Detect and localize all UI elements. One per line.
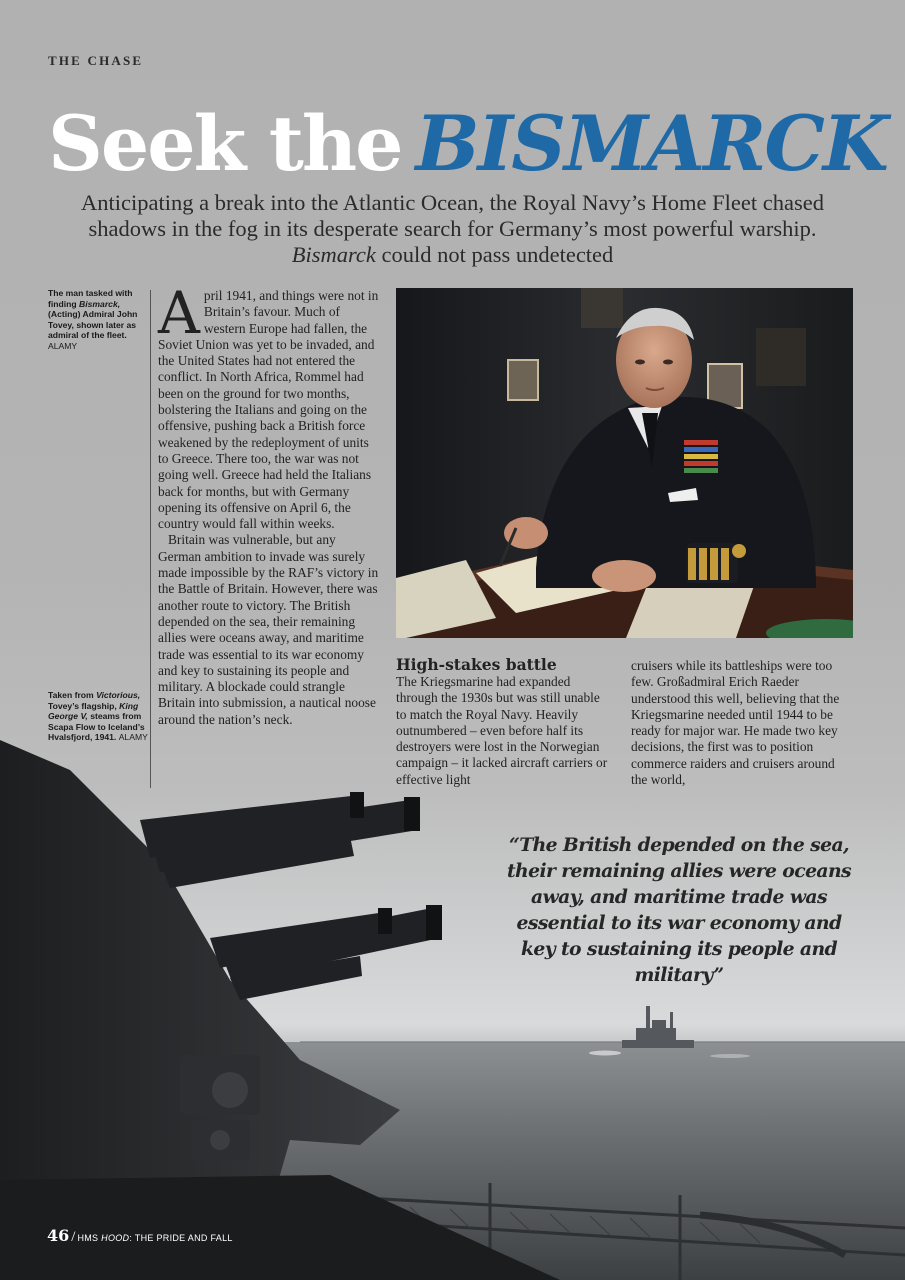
caption-portrait: The man tasked with finding Bismarck, (Acting) Admiral John Tovey, shown later as admiral of the fleet. ALAMY: [48, 288, 148, 352]
caption-credit: ALAMY: [118, 732, 148, 743]
standfirst-line-1: Anticipating a break into the Atlantic Ocean, the Royal Navy’s Home Fleet chased: [81, 190, 824, 215]
standfirst-line-2: shadows in the fog in its desperate search for Germany’s most powerful warship.: [88, 216, 817, 241]
body-paragraph-3: The Kriegsmarine had expanded through the 1930s but was still unable to match the Royal Navy. Heavily outnumbered – even before half its destroyers were lost in the Norwegian campaign – it lacked aircraft carriers or effective light: [396, 674, 608, 787]
caption-credit: ALAMY: [48, 340, 78, 351]
admiral-tovey-portrait: [396, 288, 853, 638]
folio-separator: /: [71, 1229, 76, 1245]
subhead: High-stakes battle: [396, 655, 557, 674]
headline-part-1: Seek the: [48, 99, 402, 188]
body-paragraph-4: cruisers while its battleships were too few. Großadmiral Erich Raeder understood this well, believing that the Kriegsmarine needed until 1944 to be ready for major war. He made two key decisions, the first was to position commerce raiders and cruisers around the world,: [631, 658, 840, 788]
publication-name: HMS HOOD: THE PRIDE AND FALL: [77, 1233, 233, 1243]
portrait-illustration: [396, 288, 853, 638]
standfirst-line-3: [40, 242, 865, 268]
standfirst-ship-name: Bismarck: [291, 242, 376, 267]
pull-quote: “The British depended on the sea, their remaining allies were oceans away, and maritime trade was essential to its war economy and key to sustaining its people and military”: [506, 834, 852, 986]
body-column-1: [158, 279, 379, 728]
section-label: THE CHASE: [48, 53, 144, 68]
body-column-3: [631, 658, 851, 788]
body-paragraph-1: April 1941, and things were not in Britain’s favour. Much of western Europe had fallen, the Soviet Union was yet to be invaded, and the United States had not entered the conflict. In North Africa, Rommel had been on the ground for two months, bolstering the Italians and going on the offensive, pushing back a British force weakened by the redeployment of units to Greece. There too, the war was not going well. Greece had held the Italians back for months, but with Germany opening its offensive on April 6, the country would fall within weeks.: [158, 279, 379, 532]
standfirst-end: could not pass undetected: [381, 242, 614, 267]
column-rule: [150, 290, 151, 788]
distant-battleship: [622, 1006, 694, 1048]
folio: [47, 1226, 233, 1246]
headline: [48, 96, 887, 192]
headline-part-2: BISMARCK: [415, 99, 887, 188]
page-number: 46: [47, 1226, 70, 1245]
caption-ship: Taken from Victorious, Tovey’s flagship, King George V, steams from Scapa Flow to Iceland’s Hvalsfjord, 1941. ALAMY: [48, 690, 148, 743]
standfirst: [40, 190, 865, 268]
drop-cap: A: [158, 279, 200, 347]
body-column-2: [396, 674, 612, 788]
body-paragraph-2: Britain was vulnerable, but any German ambition to invade was surely made impossible by the RAF’s victory in the Battle of Britain. However, there was another route to victory. The British depended on the sea, their remaining allies were oceans away, and maritime trade was essential to its war economy and key to sustaining its people and military. A blockade could strangle Britain into submission, a nautical noose around the nation’s neck.: [158, 532, 379, 727]
